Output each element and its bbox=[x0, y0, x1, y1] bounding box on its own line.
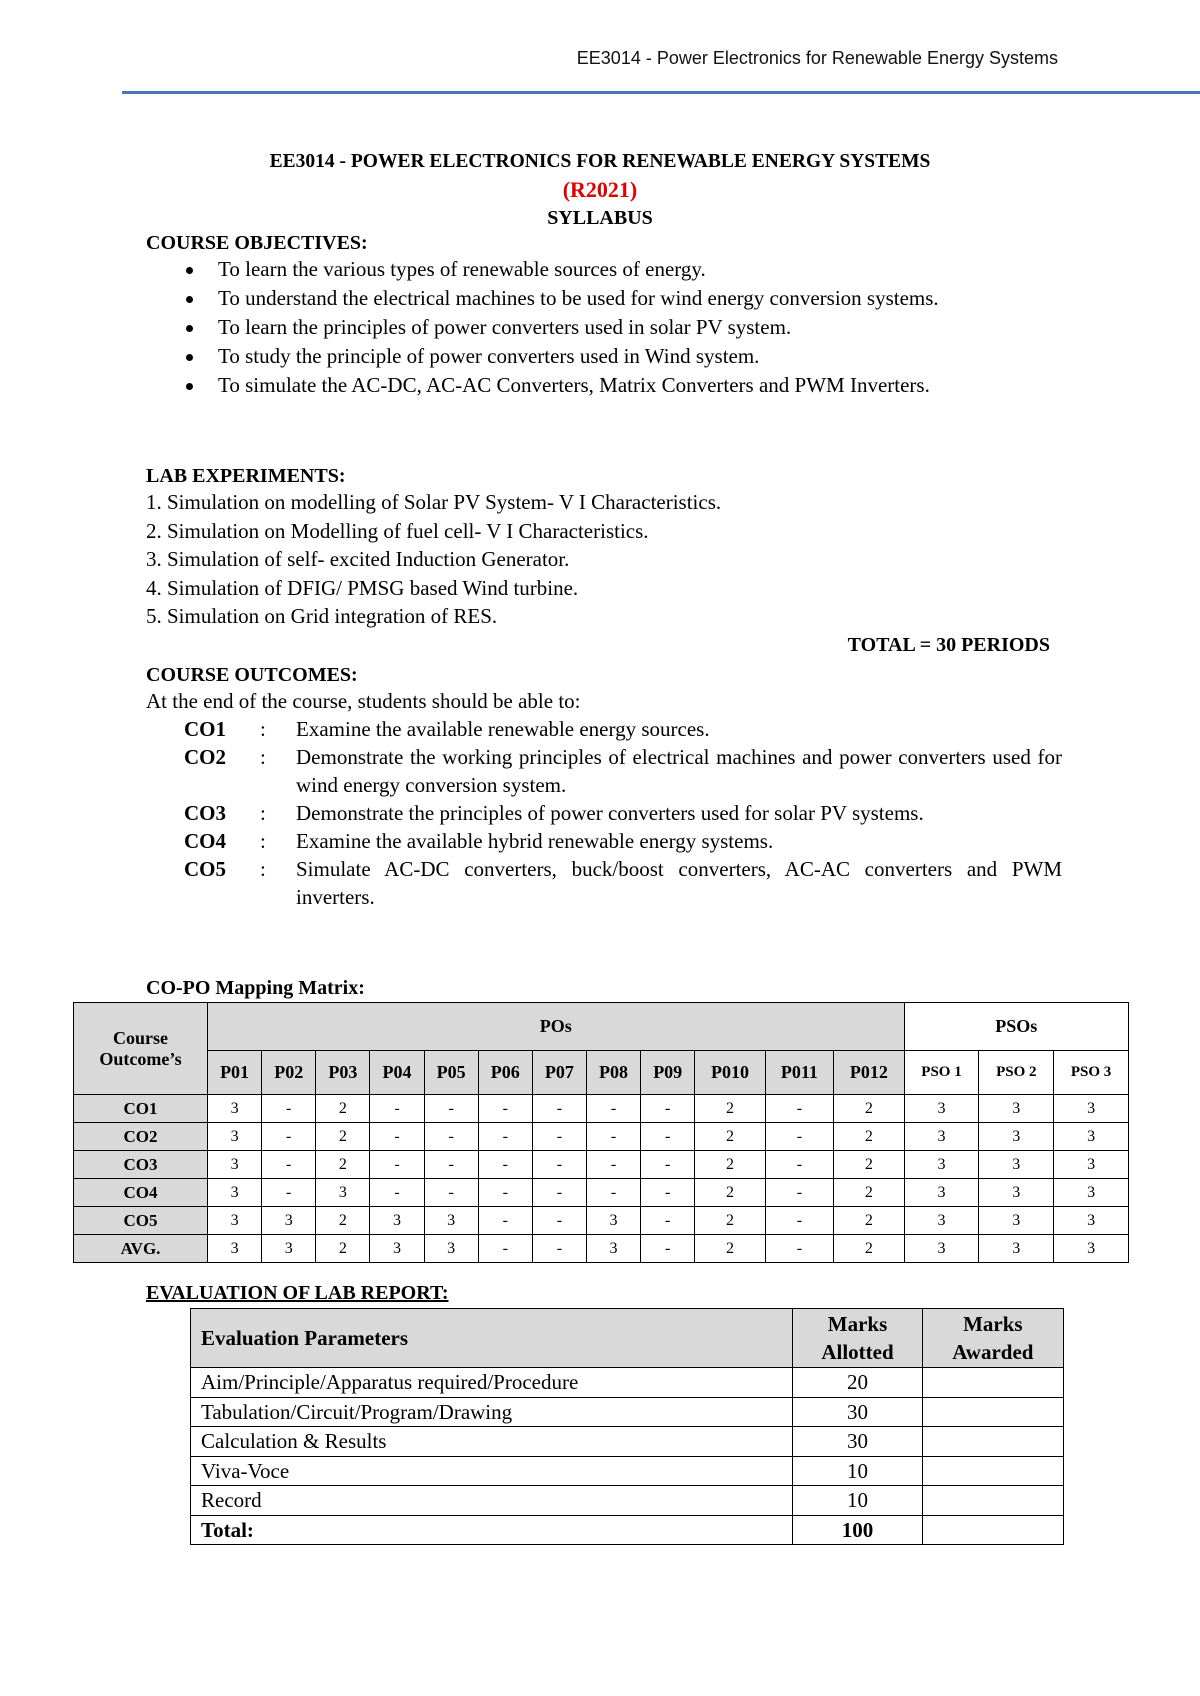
matrix-cell: 2 bbox=[316, 1235, 370, 1263]
matrix-cell: 3 bbox=[262, 1235, 316, 1263]
eval-parameter: Aim/Principle/Apparatus required/Procedure bbox=[191, 1368, 793, 1398]
matrix-cell: 2 bbox=[834, 1235, 904, 1263]
matrix-cell: 3 bbox=[208, 1151, 262, 1179]
matrix-cell: 3 bbox=[370, 1207, 424, 1235]
list-item: 4. Simulation of DFIG/ PMSG based Wind turbine. bbox=[146, 575, 579, 600]
matrix-subheader-row bbox=[74, 1051, 1129, 1095]
eval-parameter: Total: bbox=[191, 1515, 793, 1545]
table-row bbox=[74, 1123, 1129, 1151]
list-item: To study the principle of power converters used in Wind system. bbox=[146, 342, 1072, 371]
outcomes-section bbox=[146, 664, 1072, 911]
eval-header-parameters: Evaluation Parameters bbox=[191, 1309, 793, 1368]
outcome-code: CO2 bbox=[184, 745, 226, 769]
po-header: P010 bbox=[695, 1051, 765, 1095]
matrix-cell: - bbox=[532, 1151, 586, 1179]
po-header: P06 bbox=[478, 1051, 532, 1095]
matrix-cell: - bbox=[765, 1207, 834, 1235]
table-row bbox=[191, 1515, 1064, 1545]
matrix-cell: 3 bbox=[208, 1123, 262, 1151]
po-header: P01 bbox=[208, 1051, 262, 1095]
outcomes-intro: At the end of the course, students should be able to: bbox=[146, 689, 581, 713]
matrix-cell: - bbox=[532, 1123, 586, 1151]
matrix-cell: - bbox=[262, 1179, 316, 1207]
matrix-cell: 3 bbox=[262, 1207, 316, 1235]
matrix-cell: 3 bbox=[316, 1179, 370, 1207]
pso-header: PSO 3 bbox=[1054, 1051, 1129, 1095]
eval-marks-awarded[interactable] bbox=[922, 1515, 1063, 1545]
matrix-cell: - bbox=[478, 1179, 532, 1207]
list-item: To simulate the AC-DC, AC-AC Converters, Matrix Converters and PWM Inverters. bbox=[146, 371, 1072, 400]
matrix-cell: - bbox=[532, 1235, 586, 1263]
objectives-heading: COURSE OBJECTIVES: bbox=[146, 232, 368, 254]
matrix-cell: 3 bbox=[1054, 1235, 1129, 1263]
table-row bbox=[191, 1368, 1064, 1398]
matrix-cell: 3 bbox=[586, 1235, 640, 1263]
eval-parameter: Record bbox=[191, 1486, 793, 1516]
po-header: P04 bbox=[370, 1051, 424, 1095]
list-item: 1. Simulation on modelling of Solar PV System- V I Characteristics. bbox=[146, 490, 722, 514]
matrix-cell: 2 bbox=[316, 1151, 370, 1179]
outcome-colon: : bbox=[260, 857, 266, 881]
matrix-cell: 3 bbox=[1054, 1123, 1129, 1151]
matrix-cell: - bbox=[765, 1235, 834, 1263]
matrix-cell: 3 bbox=[904, 1123, 979, 1151]
outcome-row bbox=[146, 827, 1072, 855]
course-title: EE3014 - POWER ELECTRONICS FOR RENEWABLE ENERGY SYSTEMS bbox=[269, 151, 931, 172]
eval-marks-allotted: 30 bbox=[793, 1397, 922, 1427]
outcome-row bbox=[146, 799, 1072, 827]
table-row bbox=[74, 1095, 1129, 1123]
outcome-code: CO1 bbox=[184, 717, 226, 741]
eval-marks-awarded[interactable] bbox=[922, 1456, 1063, 1486]
row-label: CO1 bbox=[74, 1095, 208, 1123]
matrix-cell: - bbox=[424, 1179, 478, 1207]
matrix-cell: 3 bbox=[424, 1235, 478, 1263]
table-row bbox=[191, 1427, 1064, 1457]
total-periods: TOTAL = 30 PERIODS bbox=[847, 633, 1050, 656]
title-block bbox=[0, 148, 1200, 232]
table-row bbox=[191, 1456, 1064, 1486]
eval-header-awarded: Marks Awarded bbox=[922, 1309, 1063, 1368]
outcome-colon: : bbox=[260, 801, 266, 825]
list-item: 2. Simulation on Modelling of fuel cell- V I Characteristics. bbox=[146, 518, 649, 543]
matrix-cell: 2 bbox=[834, 1207, 904, 1235]
page-header: EE3014 - Power Electronics for Renewable Energy Systems bbox=[576, 48, 1058, 68]
matrix-cell: - bbox=[532, 1179, 586, 1207]
list-item: 3. Simulation of self- excited Induction Generator. bbox=[146, 547, 570, 571]
matrix-cell: - bbox=[641, 1207, 695, 1235]
po-header: P012 bbox=[834, 1051, 904, 1095]
outcome-code: CO4 bbox=[184, 829, 226, 853]
matrix-cell: - bbox=[262, 1151, 316, 1179]
matrix-cell: - bbox=[262, 1123, 316, 1151]
list-item: To understand the electrical machines to be used for wind energy conversion systems. bbox=[146, 284, 1072, 313]
outcome-code: CO3 bbox=[184, 801, 226, 825]
matrix-cell: - bbox=[765, 1151, 834, 1179]
outcome-text: Demonstrate the working principles of electrical machines and power converters used for wind energy conversion system. bbox=[296, 745, 1062, 797]
matrix-cell: 3 bbox=[1054, 1151, 1129, 1179]
matrix-cell: 3 bbox=[904, 1151, 979, 1179]
matrix-cell: 3 bbox=[208, 1179, 262, 1207]
matrix-cell: - bbox=[765, 1095, 834, 1123]
matrix-cell: - bbox=[586, 1095, 640, 1123]
outcome-text: Examine the available renewable energy sources. bbox=[296, 717, 710, 741]
co-po-matrix bbox=[73, 1002, 1129, 1263]
matrix-cell: 3 bbox=[586, 1207, 640, 1235]
row-label: AVG. bbox=[74, 1235, 208, 1263]
matrix-cell: 2 bbox=[695, 1151, 765, 1179]
po-header: P09 bbox=[641, 1051, 695, 1095]
outcomes-heading: COURSE OUTCOMES: bbox=[146, 664, 358, 686]
table-row bbox=[191, 1486, 1064, 1516]
matrix-cell: 2 bbox=[695, 1235, 765, 1263]
row-label: CO3 bbox=[74, 1151, 208, 1179]
matrix-cell: - bbox=[586, 1123, 640, 1151]
eval-marks-allotted: 10 bbox=[793, 1486, 922, 1516]
matrix-caption: CO-PO Mapping Matrix: bbox=[146, 977, 365, 999]
matrix-body bbox=[74, 1095, 1129, 1263]
po-header: P08 bbox=[586, 1051, 640, 1095]
matrix-cell: - bbox=[424, 1095, 478, 1123]
outcome-row bbox=[146, 715, 1072, 743]
regulation: (R2021) bbox=[562, 177, 638, 202]
po-header: P02 bbox=[262, 1051, 316, 1095]
matrix-cell: 2 bbox=[316, 1123, 370, 1151]
eval-header-allotted: Marks Allotted bbox=[793, 1309, 922, 1368]
matrix-cell: - bbox=[765, 1179, 834, 1207]
table-row bbox=[74, 1151, 1129, 1179]
matrix-cell: 3 bbox=[979, 1095, 1054, 1123]
table-row bbox=[74, 1207, 1129, 1235]
matrix-cell: - bbox=[586, 1179, 640, 1207]
pos-group-header: POs bbox=[208, 1003, 905, 1051]
matrix-cell: - bbox=[478, 1235, 532, 1263]
matrix-cell: - bbox=[478, 1123, 532, 1151]
po-header: P05 bbox=[424, 1051, 478, 1095]
matrix-cell: 3 bbox=[424, 1207, 478, 1235]
eval-marks-awarded[interactable] bbox=[922, 1486, 1063, 1516]
lab-heading: LAB EXPERIMENTS: bbox=[146, 465, 346, 487]
eval-parameter: Calculation & Results bbox=[191, 1427, 793, 1457]
matrix-cell: 3 bbox=[979, 1179, 1054, 1207]
psos-group-header: PSOs bbox=[904, 1003, 1128, 1051]
objectives-list bbox=[146, 255, 1072, 400]
matrix-cell: 3 bbox=[1054, 1179, 1129, 1207]
matrix-cell: 2 bbox=[834, 1123, 904, 1151]
po-header: P07 bbox=[532, 1051, 586, 1095]
evaluation-caption: EVALUATION OF LAB REPORT: bbox=[146, 1282, 449, 1304]
row-label: CO4 bbox=[74, 1179, 208, 1207]
matrix-cell: - bbox=[478, 1207, 532, 1235]
matrix-cell: - bbox=[586, 1151, 640, 1179]
matrix-cell: 3 bbox=[979, 1207, 1054, 1235]
matrix-cell: 3 bbox=[904, 1095, 979, 1123]
eval-marks-allotted: 10 bbox=[793, 1456, 922, 1486]
matrix-corner-header: Course Outcome’s bbox=[74, 1003, 208, 1095]
matrix-cell: 2 bbox=[834, 1179, 904, 1207]
matrix-cell: - bbox=[532, 1207, 586, 1235]
matrix-cell: - bbox=[370, 1095, 424, 1123]
table-row bbox=[74, 1235, 1129, 1263]
eval-parameter: Tabulation/Circuit/Program/Drawing bbox=[191, 1397, 793, 1427]
matrix-cell: - bbox=[370, 1123, 424, 1151]
eval-marks-awarded[interactable] bbox=[922, 1368, 1063, 1398]
outcome-colon: : bbox=[260, 829, 266, 853]
list-item: To learn the principles of power converters used in solar PV system. bbox=[146, 313, 1072, 342]
table-row bbox=[74, 1179, 1129, 1207]
row-label: CO2 bbox=[74, 1123, 208, 1151]
matrix-cell: - bbox=[370, 1151, 424, 1179]
matrix-cell: - bbox=[478, 1095, 532, 1123]
header-rule bbox=[122, 91, 1200, 94]
outcome-text: Demonstrate the principles of power converters used for solar PV systems. bbox=[296, 801, 924, 825]
matrix-cell: 2 bbox=[695, 1095, 765, 1123]
matrix-cell: 3 bbox=[904, 1207, 979, 1235]
matrix-cell: 3 bbox=[1054, 1095, 1129, 1123]
table-row bbox=[191, 1397, 1064, 1427]
matrix-cell: 3 bbox=[208, 1095, 262, 1123]
matrix-cell: 3 bbox=[208, 1235, 262, 1263]
matrix-cell: 2 bbox=[834, 1151, 904, 1179]
matrix-cell: - bbox=[478, 1151, 532, 1179]
outcome-colon: : bbox=[260, 745, 266, 769]
eval-parameter: Viva-Voce bbox=[191, 1456, 793, 1486]
matrix-cell: 3 bbox=[208, 1207, 262, 1235]
matrix-cell: - bbox=[424, 1123, 478, 1151]
matrix-cell: - bbox=[262, 1095, 316, 1123]
matrix-cell: - bbox=[370, 1179, 424, 1207]
matrix-cell: 3 bbox=[904, 1235, 979, 1263]
matrix-cell: 2 bbox=[834, 1095, 904, 1123]
matrix-cell: 3 bbox=[1054, 1207, 1129, 1235]
syllabus-heading: SYLLABUS bbox=[547, 207, 653, 229]
outcome-row bbox=[146, 855, 1072, 911]
po-header: P011 bbox=[765, 1051, 834, 1095]
outcome-code: CO5 bbox=[184, 857, 226, 881]
outcome-row bbox=[146, 743, 1072, 799]
matrix-cell: - bbox=[641, 1095, 695, 1123]
evaluation-body bbox=[191, 1368, 1064, 1545]
eval-marks-awarded[interactable] bbox=[922, 1427, 1063, 1457]
matrix-cell: 3 bbox=[979, 1123, 1054, 1151]
eval-marks-allotted: 30 bbox=[793, 1427, 922, 1457]
list-item: 5. Simulation on Grid integration of RES. bbox=[146, 604, 498, 628]
matrix-cell: 2 bbox=[695, 1207, 765, 1235]
eval-marks-allotted: 100 bbox=[793, 1515, 922, 1545]
list-item: To learn the various types of renewable sources of energy. bbox=[146, 255, 1072, 284]
matrix-cell: 3 bbox=[979, 1235, 1054, 1263]
matrix-cell: - bbox=[641, 1235, 695, 1263]
matrix-cell: 3 bbox=[370, 1235, 424, 1263]
matrix-cell: - bbox=[424, 1151, 478, 1179]
pso-header: PSO 2 bbox=[979, 1051, 1054, 1095]
outcome-colon: : bbox=[260, 717, 266, 741]
lab-section bbox=[146, 465, 1072, 660]
matrix-cell: 3 bbox=[979, 1151, 1054, 1179]
evaluation-table bbox=[190, 1308, 1064, 1545]
matrix-cell: - bbox=[641, 1151, 695, 1179]
matrix-cell: 2 bbox=[695, 1123, 765, 1151]
pso-header: PSO 1 bbox=[904, 1051, 979, 1095]
matrix-cell: 2 bbox=[316, 1095, 370, 1123]
outcome-text: Simulate AC-DC converters, buck/boost converters, AC-AC converters and PWM inverters. bbox=[296, 857, 1062, 909]
objectives-section bbox=[146, 232, 1072, 400]
eval-marks-awarded[interactable] bbox=[922, 1397, 1063, 1427]
matrix-cell: - bbox=[641, 1179, 695, 1207]
po-header: P03 bbox=[316, 1051, 370, 1095]
matrix-cell: - bbox=[641, 1123, 695, 1151]
matrix-cell: - bbox=[765, 1123, 834, 1151]
matrix-cell: - bbox=[532, 1095, 586, 1123]
matrix-cell: 3 bbox=[904, 1179, 979, 1207]
lab-list bbox=[146, 488, 1072, 631]
eval-marks-allotted: 20 bbox=[793, 1368, 922, 1398]
matrix-cell: 2 bbox=[695, 1179, 765, 1207]
row-label: CO5 bbox=[74, 1207, 208, 1235]
matrix-cell: 2 bbox=[316, 1207, 370, 1235]
outcome-text: Examine the available hybrid renewable energy systems. bbox=[296, 829, 774, 853]
